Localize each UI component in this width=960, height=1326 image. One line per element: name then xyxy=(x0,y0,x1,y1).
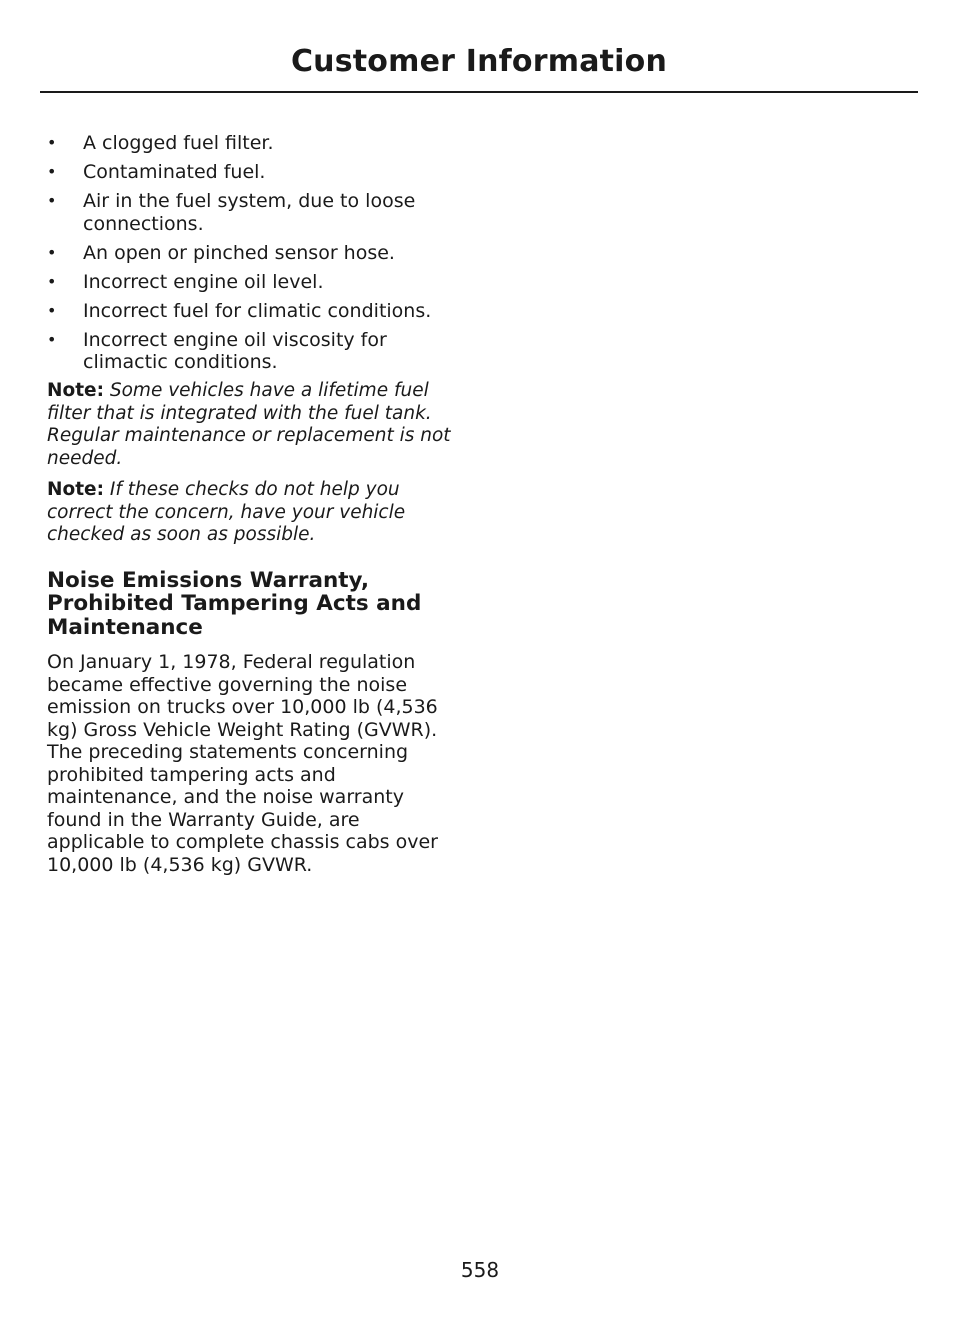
list-item xyxy=(47,190,462,235)
list-item-text: Contaminated fuel. xyxy=(83,161,266,183)
bullet-icon: • xyxy=(47,242,57,262)
note-label: Note: xyxy=(47,380,104,401)
list-item-text: A clogged fuel filter. xyxy=(83,132,274,154)
note-label: Note: xyxy=(47,479,104,500)
header-divider xyxy=(40,91,918,93)
list-item-text: Incorrect engine oil level. xyxy=(83,270,324,293)
bullet-icon: • xyxy=(47,329,57,349)
note-text: If these checks do not help you correct the concern, have your vehicle checked as soon as possible. xyxy=(47,479,406,545)
note-checks xyxy=(47,479,462,547)
page-header xyxy=(40,42,918,82)
list-item-text: An open or pinched sensor hose. xyxy=(83,241,395,264)
page-title: Customer Information xyxy=(290,44,668,79)
list-item xyxy=(47,271,462,294)
bullet-icon: • xyxy=(47,133,57,152)
section-body: On January 1, 1978, Federal regulation became effective governing the noise emission on trucks over 10,000 lb (4,536 kg) Gross Vehicle Weight Rating (GVWR). The preceding statements concerning prohibited tampering acts and maintenance, and the noise warranty found in the Warranty Guide, are applicable to complete chassis cabs over 10,000 lb (4,536 kg) GVWR. xyxy=(47,651,438,876)
list-item xyxy=(47,132,462,155)
section-heading: Noise Emissions Warranty, Prohibited Tampering Acts and Maintenance xyxy=(47,567,422,640)
list-item xyxy=(47,161,462,184)
bullet-icon: • xyxy=(47,191,57,210)
content-column xyxy=(47,132,462,876)
page-number: 558 xyxy=(460,1258,500,1282)
note-lifetime-filter xyxy=(47,380,462,470)
bullet-list xyxy=(47,132,462,374)
bullet-icon: • xyxy=(47,162,57,181)
list-item xyxy=(47,242,462,265)
list-item-text: Incorrect fuel for climatic conditions. xyxy=(83,299,432,322)
list-item xyxy=(47,329,462,374)
note-text: Some vehicles have a lifetime fuel filter that is integrated with the fuel tank. Regular maintenance or replacement is not needed. xyxy=(47,380,451,469)
bullet-icon: • xyxy=(47,271,57,291)
bullet-icon: • xyxy=(47,300,57,320)
list-item xyxy=(47,300,462,323)
list-item-text: Incorrect engine oil viscosity for climactic conditions. xyxy=(83,328,387,373)
list-item-text: Air in the fuel system, due to loose connections. xyxy=(83,190,416,235)
